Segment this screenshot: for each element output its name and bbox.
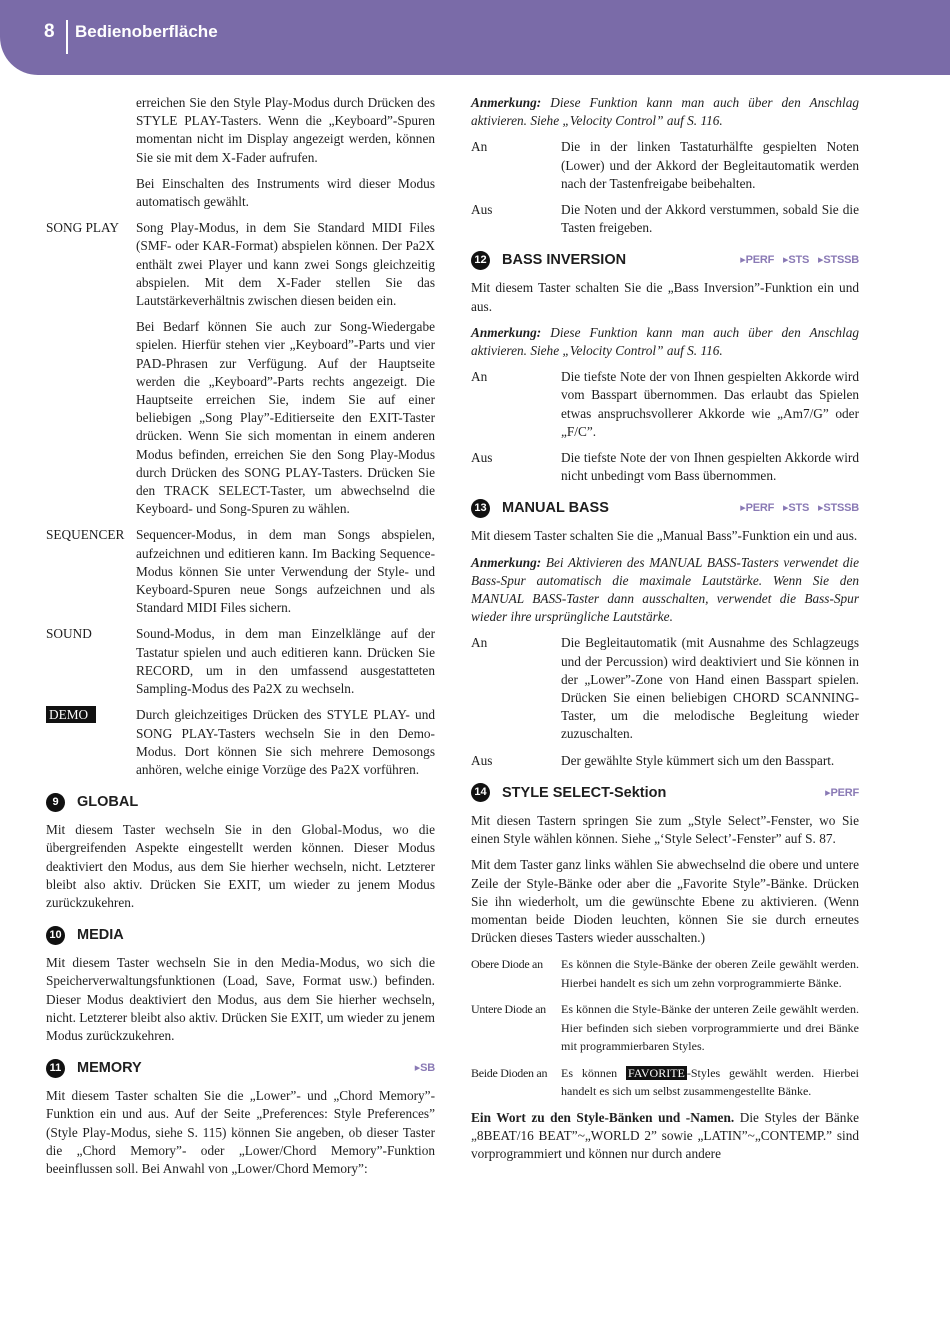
tag-perf: ▸PERF xyxy=(740,254,775,267)
section-text: Mit diesem Taster wechseln Sie in den Global-Modus, wo die übergreifenden Aspekte eingestellt werden können. Dieser Modus deaktiviert den Modus, aus dem Sie hierher wechseln, nicht. Letzterer bleibt also aktiv. Drücken Sie EXIT, um wieder zu jenem Modus zurückzukehren. xyxy=(46,822,435,910)
diode-description: Es können die Style-Bänke der unteren Zeile gewählt werden. Hier befinden sich sieben vorprogrammierte und drei Bänke mit programmierbaren Styles. xyxy=(561,1002,859,1054)
state-description: Die Noten und der Akkord verstummen, sobald Sie die Tasten freigeben. xyxy=(561,202,859,236)
mode-tags xyxy=(819,784,859,802)
diode-row-both xyxy=(471,1064,859,1101)
section-title: MEDIA xyxy=(77,927,124,944)
diode-term: Obere Diode an xyxy=(471,957,543,972)
note-text: Diese Funktion kann man auch über den Anschlag aktivieren. Siehe „Velocity Control” auf S. 116. xyxy=(471,324,859,359)
section-title: STYLE SELECT-Sektion xyxy=(502,784,667,801)
diode-term: Untere Diode an xyxy=(471,1002,546,1017)
favorite-label: FAVORITE xyxy=(627,1065,685,1080)
mode-tags xyxy=(734,251,859,269)
left-column xyxy=(46,94,435,1186)
closing-bold: Ein Wort zu den Style-Bänken und -Namen. xyxy=(471,1109,735,1125)
header-separator xyxy=(66,20,68,54)
mode-term: SOUND xyxy=(46,626,92,642)
mode-row-sequencer xyxy=(46,526,435,617)
mode-description: Sound-Modus, in dem man Einzelklänge auf der Tastatur spielen und auch editieren kann. Drücken Sie RECORD, um in den umfassend ausgestatteten Sampling-Modus des Pa2X zu wechseln. xyxy=(136,626,435,697)
state-term: Aus xyxy=(471,752,493,768)
section-text-2: Mit dem Taster ganz links wählen Sie abwechselnd die obere und untere Zeile der Style-Bänke oder aber die „Favorite Style”-Bänke. Drücken Sie ihn wiederholt, um die gewünschte Ebene zu aktivieren. (Wenn momentan beide Dioden leuchten, können Sie sie durch erneutes Drücken dieses Tasters wieder ausschalten.) xyxy=(471,857,859,946)
tag-sts: ▸STS xyxy=(783,254,810,267)
tag-perf: ▸PERF xyxy=(740,502,775,515)
note-label: Anmerkung: xyxy=(471,554,542,570)
diode-description: Es können FAVORITE -Styles gewählt werden. Hierbei handelt es sich um selbst zusammengestellte Bänke. xyxy=(561,1065,859,1099)
state-description: Die tiefste Note der von Ihnen gespielten Akkorde wird nicht unbedingt vom Bass übernommen. xyxy=(561,450,859,484)
intro-paragraph: erreichen Sie den Style Play-Modus durch Drücken des STYLE PLAY-Tasters. Wenn die „Keyboard”-Spuren momentan nicht im Display angezeigt werden, können Sie sie mit dem X-Fader aufrufen. xyxy=(136,95,435,165)
section-heading-bass-inversion xyxy=(471,249,859,271)
section-title: GLOBAL xyxy=(77,794,139,810)
tag-stssb: ▸STSSB xyxy=(818,502,859,515)
section-text: Mit diesem Taster schalten Sie die „Lower”- und „Chord Memory”-Funktion ein und aus. Auf der Seite „Preferences: Style Preferences” (Style Play-Modus, siehe S. 115) können Sie angeben, ob dieser Taster die „Chord Memory”- oder „Lower/Chord Memory”-Funktion beeinflussen soll. Bei Anwahl von „Lower/Chord Memory”: xyxy=(46,1088,435,1176)
mode-term: SONG PLAY xyxy=(46,220,120,236)
state-row-aus xyxy=(471,449,859,485)
section-number: 11 xyxy=(46,1059,65,1078)
note xyxy=(471,94,859,130)
header-title: Bedienoberfläche xyxy=(75,22,218,41)
diode-term: Beide Dioden an xyxy=(471,1065,548,1080)
mode-term: SEQUENCER xyxy=(46,527,125,543)
state-description: Der gewählte Style kümmert sich um den Basspart. xyxy=(561,752,835,768)
mode-row-demo xyxy=(46,706,435,779)
state-row-an xyxy=(471,138,859,193)
state-term: An xyxy=(471,369,488,385)
state-term: An xyxy=(471,139,488,155)
diode-row-lower xyxy=(471,1000,859,1056)
right-column xyxy=(471,94,859,1171)
state-row-aus xyxy=(471,201,859,237)
section-title: MEMORY xyxy=(77,1060,142,1077)
section-number: 9 xyxy=(46,793,65,812)
note xyxy=(471,324,859,360)
diode-description: Es können die Style-Bänke der oberen Zeile gewählt werden. Hierbei handelt es sich um zehn vorprogrammierte Bänke. xyxy=(561,957,859,990)
section-number: 14 xyxy=(471,783,490,802)
section-text: Mit diesem Taster schalten Sie die „Manual Bass”-Funktion ein und aus. xyxy=(471,528,858,544)
song-play-paragraph: Bei Bedarf können Sie auch zur Song-Wiedergabe spielen. Hierfür stehen vier „Keyboard”-Parts und vier PAD-Phrasen zur Verfügung. Auf der Hauptseite werden die „Keyboard”-Parts rechts angezeigt. Die Hauptseite erreichen Sie, indem Sie auf einer beliebigen „Song Play”-Editierseite den EXIT-Taster drücken. Wenn Sie sich momentan in einem anderen Modus befinden, erreichen Sie den Song Play-Modus durch Drücken des SONG PLAY-Tasters. Drücken Sie den TRACK SELECT-Taster, um abwechselnd die Keyboard- und Song-Spuren zu wählen. xyxy=(136,319,435,517)
state-row-an xyxy=(471,368,859,441)
state-description: Die in der linken Tastaturhälfte gespielten Noten (Lower) und der Akkord der Begleitautomatik werden nach der Tastenfreigabe beibehalten. xyxy=(561,139,859,191)
mode-row-sound xyxy=(46,625,435,698)
state-description: Die tiefste Note der von Ihnen gespielten Akkorde wird vom Basspart übernommen. Das erlaubt das Spielen etwas anspruchsvollerer Akkorde wie „Am7/G” oder „F/C”. xyxy=(561,369,859,439)
tag-stssb: ▸STSSB xyxy=(818,254,859,267)
tag-sb: ▸SB xyxy=(414,1062,435,1075)
section-text: Mit diesen Tastern springen Sie zum „Style Select”-Fenster, wo Sie einen Style wählen können. Siehe „‘Style Select’-Fenster” auf S. 87. xyxy=(471,812,859,847)
section-heading-memory xyxy=(46,1057,435,1079)
section-title: MANUAL BASS xyxy=(502,500,609,517)
mode-description: Sequencer-Modus, in dem man Songs abspielen, aufzeichnen und editieren kann. Im Backing Sequence-Modus können Sie unter Verwendung der Style- und Keyboard-Spuren neue Songs aufzeichnen und als Standard MIDI Files sichern. xyxy=(136,527,435,616)
tag-perf: ▸PERF xyxy=(825,786,859,799)
mode-description: Song Play-Modus, in dem Sie Standard MIDI Files (SMF- oder KAR-Format) abspielen können. Der Pa2X enthält zwei Player und kann zwei Songs gleichzeitig abspielen. Mit dem X-Fader stellen Sie das Lautstärkeverhältnis zwischen diesen beiden ein. xyxy=(136,220,435,309)
intro-paragraph-2: Bei Einschalten des Instruments wird dieser Modus automatisch gewählt. xyxy=(136,175,435,210)
section-text: Mit diesem Taster wechseln Sie in den Media-Modus, wo sich die Speicherverwaltungsfunktionen (Load, Save, Format usw.) befinden. Dieser Modus deaktiviert den Modus, aus dem Sie hierher wechseln, nicht. Letzterer bleibt also aktiv. Drücken Sie EXIT, um wieder zu jenem Modus zurückzukehren. xyxy=(46,955,435,1043)
state-row-an xyxy=(471,634,859,743)
section-text: Mit diesem Taster schalten Sie die „Bass Inversion”-Funktion ein und aus. xyxy=(471,280,859,314)
note-text: Bei Aktivieren des MANUAL BASS-Tasters verwendet die Bass-Spur automatisch die maximale Lautstärke. Wenn Sie den MANUAL BASS-Taster dann ausschalten, verwendet die Bass-Spur wieder ihre ursprüngliche Lautstärke. xyxy=(471,554,859,625)
section-number: 10 xyxy=(46,926,65,945)
section-heading-global xyxy=(46,791,435,813)
note xyxy=(471,554,859,627)
section-title: BASS INVERSION xyxy=(502,252,627,269)
section-number: 13 xyxy=(471,499,490,518)
note-label: Anmerkung: xyxy=(471,95,542,110)
demo-label: DEMO xyxy=(46,706,96,723)
section-heading-media xyxy=(46,924,435,946)
mode-tags xyxy=(409,1059,435,1077)
mode-row-song-play xyxy=(46,219,435,310)
section-heading-style-select xyxy=(471,782,859,804)
state-description: Die Begleitautomatik (mit Ausnahme des Schlagzeugs und der Percussion) wird deaktiviert und Sie können in der „Lower”-Zone von Hand einen Basspart spielen. Drücken Sie einen beliebigen CHORD SCANNING-Taster, um die melodische Begleitung wieder zuzuschalten. xyxy=(561,635,859,742)
tag-sts: ▸STS xyxy=(783,502,810,515)
note-text: Diese Funktion kann man auch über den Anschlag aktivieren. Siehe „Velocity Control” auf S. 116. xyxy=(471,95,859,129)
diode-row-upper xyxy=(471,955,859,992)
page-header xyxy=(0,0,950,75)
state-term: Aus xyxy=(471,202,493,218)
state-term: Aus xyxy=(471,450,493,466)
page-number: 8 xyxy=(44,21,55,42)
mode-description: Durch gleichzeitiges Drücken des STYLE PLAY- und SONG PLAY-Tasters wechseln Sie in den Demo-Modus. Dort können Sie sich mehrere Demosongs anhören, welche einige Vorzüge des Pa2X vorführen. xyxy=(136,707,435,777)
note-label: Anmerkung: xyxy=(471,324,542,340)
section-heading-manual-bass xyxy=(471,497,859,519)
state-row-aus xyxy=(471,752,859,770)
state-term: An xyxy=(471,635,488,651)
section-number: 12 xyxy=(471,251,490,270)
closing-text: Die Styles der Bänke „8BEAT/16 BEAT”~„WORLD 2” sowie „LATIN”~„CONTEMP.” sind vorprogrammiert und können nur durch andere xyxy=(471,1109,859,1162)
mode-tags xyxy=(734,499,859,517)
closing-paragraph xyxy=(471,1109,859,1164)
